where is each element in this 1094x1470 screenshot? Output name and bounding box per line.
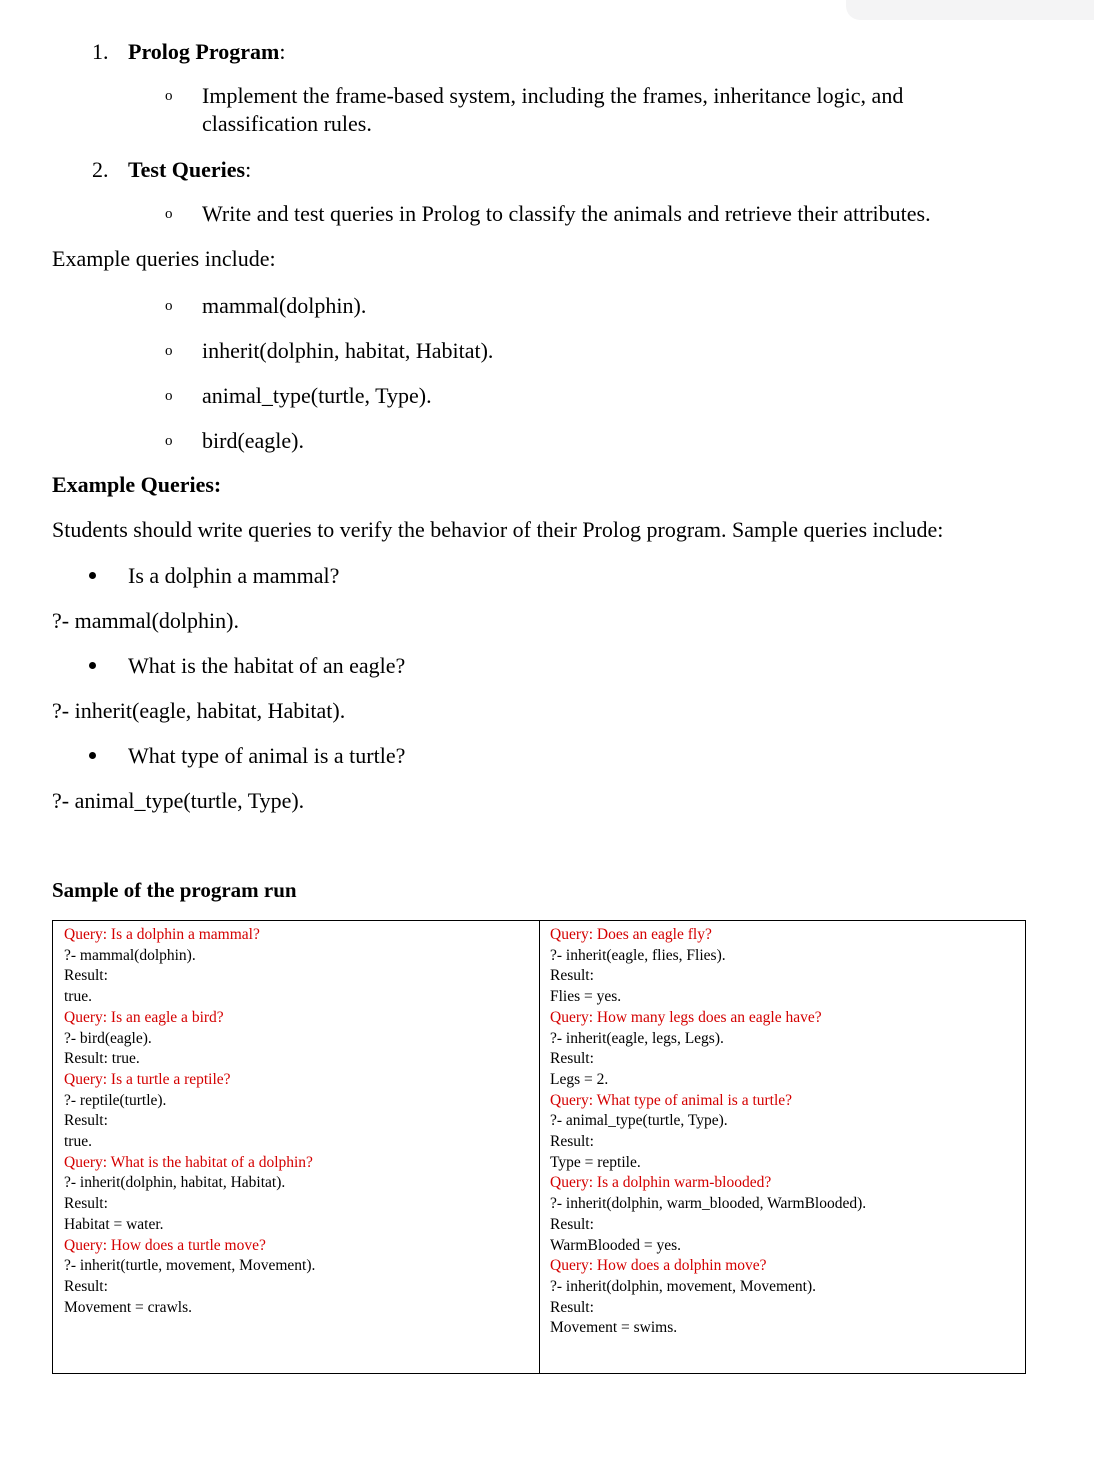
table-text-line: Result: [64, 1112, 108, 1130]
table-text-line: ?- inherit(dolphin, movement, Movement). [550, 1277, 817, 1295]
table-text-line: ?- inherit(eagle, legs, Legs). [550, 1029, 724, 1047]
circle-bullet: o [165, 298, 173, 314]
circle-bullet: o [165, 388, 173, 404]
table-query-line: Query: How does a turtle move? [64, 1236, 266, 1254]
table-text-line: Movement = swims. [550, 1319, 678, 1337]
bullet-question: What is the habitat of an eagle? [128, 653, 406, 678]
table-right-column [550, 925, 866, 1339]
list-number-2: 2. [92, 157, 109, 182]
query-line: ?- inherit(eagle, habitat, Habitat). [52, 698, 346, 723]
table-text-line: Result: [550, 1298, 594, 1316]
bullet-question: What type of animal is a turtle? [128, 743, 406, 768]
table-text-line: ?- inherit(eagle, flies, Flies). [550, 946, 726, 964]
circle-bullet: o [165, 343, 173, 359]
table-query-line: Query: What is the habitat of a dolphin? [64, 1153, 313, 1171]
example-include-label: Example queries include: [52, 246, 276, 271]
table-text-line: ?- inherit(dolphin, habitat, Habitat). [64, 1174, 286, 1192]
table-text-line: true. [64, 1133, 92, 1151]
table-text-line: ?- animal_type(turtle, Type). [550, 1112, 728, 1130]
circle-bullet: o [165, 88, 173, 104]
sub-item-text: Write and test queries in Prolog to classify the animals and retrieve their attributes. [202, 201, 931, 226]
table-text-line: Result: [550, 1133, 594, 1151]
table-text-line: ?- reptile(turtle). [64, 1091, 167, 1109]
table-text-line: ?- bird(eagle). [64, 1029, 152, 1047]
include-item: animal_type(turtle, Type). [202, 383, 432, 408]
table-text-line: WarmBlooded = yes. [550, 1236, 682, 1254]
sub-item-text: classification rules. [202, 111, 372, 136]
query-line: ?- animal_type(turtle, Type). [52, 788, 305, 813]
heading-test-queries: Test Queries: [128, 157, 252, 182]
include-item: inherit(dolphin, habitat, Habitat). [202, 338, 494, 363]
table-query-line: Query: Is a turtle a reptile? [64, 1070, 231, 1088]
heading-prolog-program: Prolog Program: [128, 39, 286, 64]
table-text-line: Type = reptile. [550, 1153, 641, 1171]
sub-item-text: Implement the frame-based system, including the frames, inheritance logic, and [202, 83, 904, 108]
table-text-line: ?- inherit(dolphin, warm_blooded, WarmBlooded). [550, 1195, 867, 1213]
table-text-line: Movement = crawls. [64, 1298, 192, 1316]
example-queries-heading: Example Queries: [52, 472, 222, 497]
table-text-line: Result: [550, 1215, 594, 1233]
table-query-line: Query: Is a dolphin a mammal? [64, 926, 260, 943]
table-text-line: Flies = yes. [550, 988, 622, 1006]
sample-run-table [52, 920, 1026, 1374]
top-right-bar [846, 0, 1094, 20]
bullet-dot [89, 662, 96, 669]
table-query-line: Query: What type of animal is a turtle? [550, 1091, 793, 1109]
table-text-line: Result: true. [64, 1050, 140, 1068]
include-item: mammal(dolphin). [202, 293, 367, 318]
table-query-line: Query: How many legs does an eagle have? [550, 1008, 822, 1026]
table-text-line: Result: [64, 1277, 108, 1295]
query-line: ?- mammal(dolphin). [52, 608, 239, 633]
table-text-line: Result: [550, 967, 594, 985]
table-text-line: ?- mammal(dolphin). [64, 946, 196, 964]
intro-paragraph: Students should write queries to verify the behavior of their Prolog program. Sample queries include: [52, 517, 944, 542]
list-number-1: 1. [92, 39, 109, 64]
bullet-dot [89, 752, 96, 759]
table-query-line: Query: Is an eagle a bird? [64, 1008, 224, 1026]
table-query-line: Query: How does a dolphin move? [550, 1257, 767, 1275]
table-text-line: ?- inherit(turtle, movement, Movement). [64, 1257, 316, 1275]
table-divider [539, 921, 540, 1373]
table-text-line: Legs = 2. [550, 1070, 609, 1088]
table-text-line: Result: [64, 967, 108, 985]
bullet-question: Is a dolphin a mammal? [128, 563, 340, 588]
sample-run-heading: Sample of the program run [52, 878, 297, 902]
bullet-dot [89, 572, 96, 579]
table-text-line: true. [64, 988, 92, 1006]
table-query-line: Query: Is a dolphin warm-blooded? [550, 1174, 772, 1192]
table-left-column [64, 925, 315, 1318]
table-text-line: Result: [550, 1050, 594, 1068]
circle-bullet: o [165, 433, 173, 449]
include-item: bird(eagle). [202, 428, 304, 453]
table-query-line: Query: Does an eagle fly? [550, 926, 712, 943]
circle-bullet: o [165, 206, 173, 222]
table-text-line: Result: [64, 1195, 108, 1213]
table-text-line: Habitat = water. [64, 1215, 164, 1233]
